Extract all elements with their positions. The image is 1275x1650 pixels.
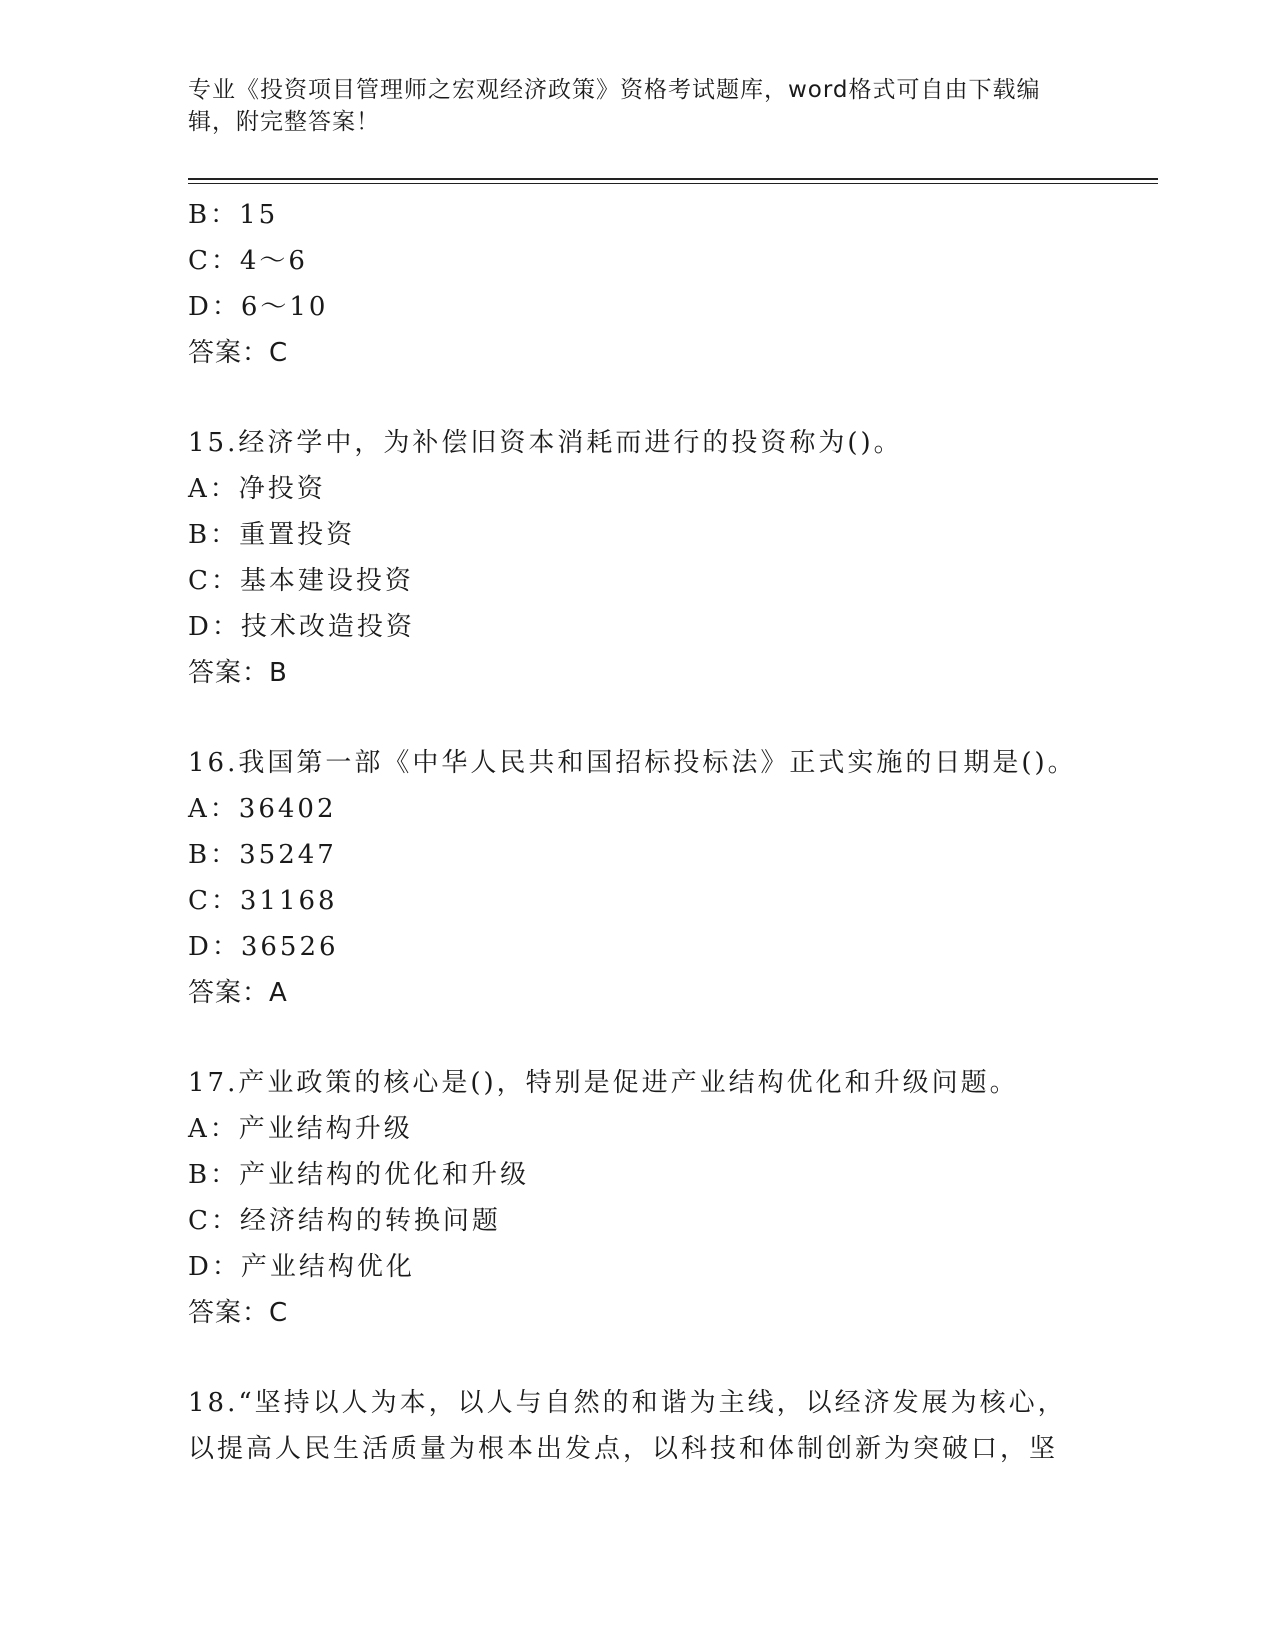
option-c: C：31168 [188,886,338,916]
answer-line: 答案：B [188,658,288,688]
option-d: D：36526 [188,932,339,962]
question-stem: 16.我国第一部《中华人民共和国招标投标法》正式实施的日期是()。 [188,748,1077,778]
question-block-18 [188,1380,1088,1472]
option-b: B：重置投资 [188,520,356,550]
option-a: A：产业结构升级 [188,1114,413,1144]
header-text: 专业《投资项目管理师之宏观经济政策》资格考试题库，word格式可自由下载编辑，附完整答案！ [188,77,1041,135]
option-d: D：技术改造投资 [188,612,415,642]
option-a: A：36402 [188,794,337,824]
question-block-16 [188,740,1088,1016]
header-divider-thick [188,178,1158,180]
spacer [188,1016,1088,1060]
option-b: B：35247 [188,840,337,870]
answer-line: 答案：C [188,338,289,368]
question-list [188,192,1088,1472]
question-block-partial [188,192,1088,376]
spacer [188,696,1088,740]
header-divider-thin [188,183,1158,184]
spacer [188,376,1088,420]
question-stem: 17.产业政策的核心是()，特别是促进产业结构优化和升级问题。 [188,1068,1019,1098]
option-c: C：基本建设投资 [188,566,414,596]
option-b: B：产业结构的优化和升级 [188,1160,530,1190]
answer-line: 答案：A [188,978,288,1008]
option-c: C：经济结构的转换问题 [188,1206,501,1236]
option-d: D：产业结构优化 [188,1252,415,1282]
option-d: D：6～10 [188,292,329,322]
option-c: C：4～6 [188,246,308,276]
answer-line: 答案：C [188,1298,289,1328]
question-block-15 [188,420,1088,696]
option-a: A：净投资 [188,474,326,504]
question-stem: 15.经济学中，为补偿旧资本消耗而进行的投资称为()。 [188,428,903,458]
question-block-17 [188,1060,1088,1336]
question-stem-line-1: 18.“坚持以人为本，以人与自然的和谐为主线，以经济发展为核心， [188,1388,1067,1418]
question-stem-line-2: 以提高人民生活质量为根本出发点，以科技和体制创新为突破口，坚 [188,1434,1059,1464]
document-header [188,74,1068,138]
spacer [188,1336,1088,1380]
option-b: B：15 [188,200,279,230]
